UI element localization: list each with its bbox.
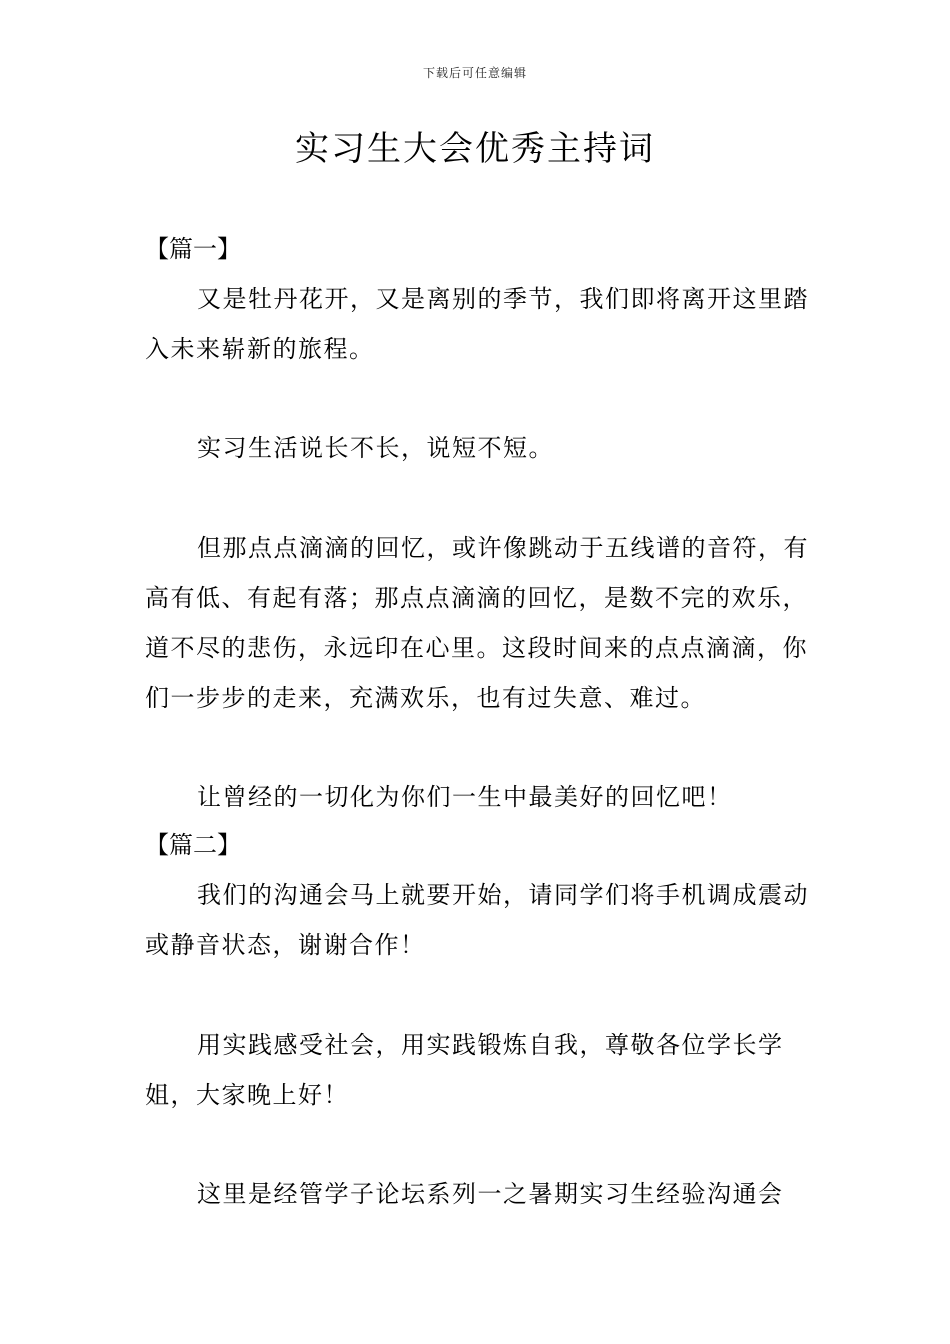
- paragraph-1-2: 实习生活说长不长，说短不短。: [197, 434, 554, 462]
- paragraph-1-4: 让曾经的一切化为你们一生中最美好的回忆吧！: [197, 783, 733, 811]
- paragraph-2-3: 这里是经管学子论坛系列一之暑期实习生经验沟通会: [197, 1180, 784, 1208]
- paragraph-1-3: 但那点点滴滴的回忆，或许像跳动于五线谱的音符，有高有低、有起有落；那点点滴滴的回忆，是数不完的欢乐，道不尽的悲伤，永远印在心里。这段时间来的点点滴滴，你们一步步的走来，充满欢乐，也有过失意、难过。: [145, 534, 809, 712]
- paragraph-2-2: 用实践感受社会，用实践锻炼自我，尊敬各位学长学姐，大家晚上好！: [145, 1031, 784, 1109]
- document-title: 实习生大会优秀主持词: [295, 129, 655, 169]
- paragraph-1-1: 又是牡丹花开，又是离别的季节，我们即将离开这里踏入未来崭新的旅程。: [145, 285, 809, 363]
- section-label-1: 【篇一】: [145, 235, 241, 263]
- paragraph-2-1: 我们的沟通会马上就要开始，请同学们将手机调成震动或静音状态，谢谢合作！: [145, 881, 809, 959]
- section-label-2: 【篇二】: [145, 831, 241, 859]
- header-note: 下载后可任意编辑: [422, 66, 527, 80]
